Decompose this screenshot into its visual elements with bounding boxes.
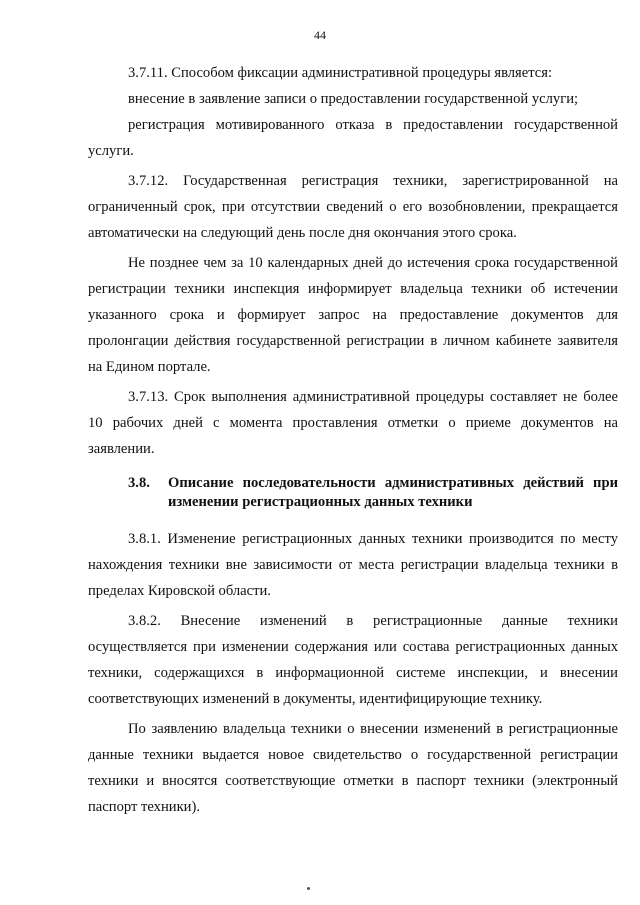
paragraph-3-7-11: 3.7.11. Способом фиксации административной процедуры является: xyxy=(128,65,553,81)
scan-speck xyxy=(307,887,310,890)
paragraph-3-7-12: 3.7.12. Государственная регистрация техники, зарегистрированной на ограниченный срок, при отсутствии сведений о его возобновлении, прекращается автоматически на следующий день после дня окончания этого срока. xyxy=(88,173,618,241)
page-number: 44 xyxy=(314,28,326,42)
section-heading xyxy=(128,474,618,512)
section-title: Описание последовательности административных действий при изменении регистрационных данных техники xyxy=(168,475,618,510)
paragraph-3-8-1: 3.8.1. Изменение регистрационных данных техники производится по месту нахождения техники вне зависимости от места регистрации владельца техники в пределах Кировской области. xyxy=(88,531,618,599)
paragraph-refusal-record: регистрация мотивированного отказа в предоставлении государственной услуги. xyxy=(88,117,618,159)
paragraph-3-7-13: 3.7.13. Срок выполнения административной процедуры составляет не более 10 рабочих дней с момента проставления отметки о приеме документов на заявлении. xyxy=(88,389,618,457)
paragraph-3-8-2: 3.8.2. Внесение изменений в регистрационные данные техники осуществляется при изменении содержания или состава регистрационных данных техники, содержащихся в информационной системе инспекции, и внесении соответствующих изменений в документы, идентифицирующие технику. xyxy=(88,613,618,707)
paragraph-new-certificate: По заявлению владельца техники о внесении изменений в регистрационные данные техники выдается новое свидетельство о государственной регистрации техники и вносятся соответствующие отметки в паспорт техники (электронный паспорт техники). xyxy=(88,721,618,815)
paragraph-notification: Не позднее чем за 10 календарных дней до истечения срока государственной регистрации техники инспекция информирует владельца техники об истечении указанного срока и формирует запрос на предоставление документов для пролонгации действия государственной регистрации в личном кабинете заявителя на Едином портале. xyxy=(88,255,618,375)
paragraph-entry-record: внесение в заявление записи о предоставлении государственной услуги; xyxy=(128,91,579,107)
document-body xyxy=(88,60,618,820)
section-number: 3.8. xyxy=(128,475,150,491)
